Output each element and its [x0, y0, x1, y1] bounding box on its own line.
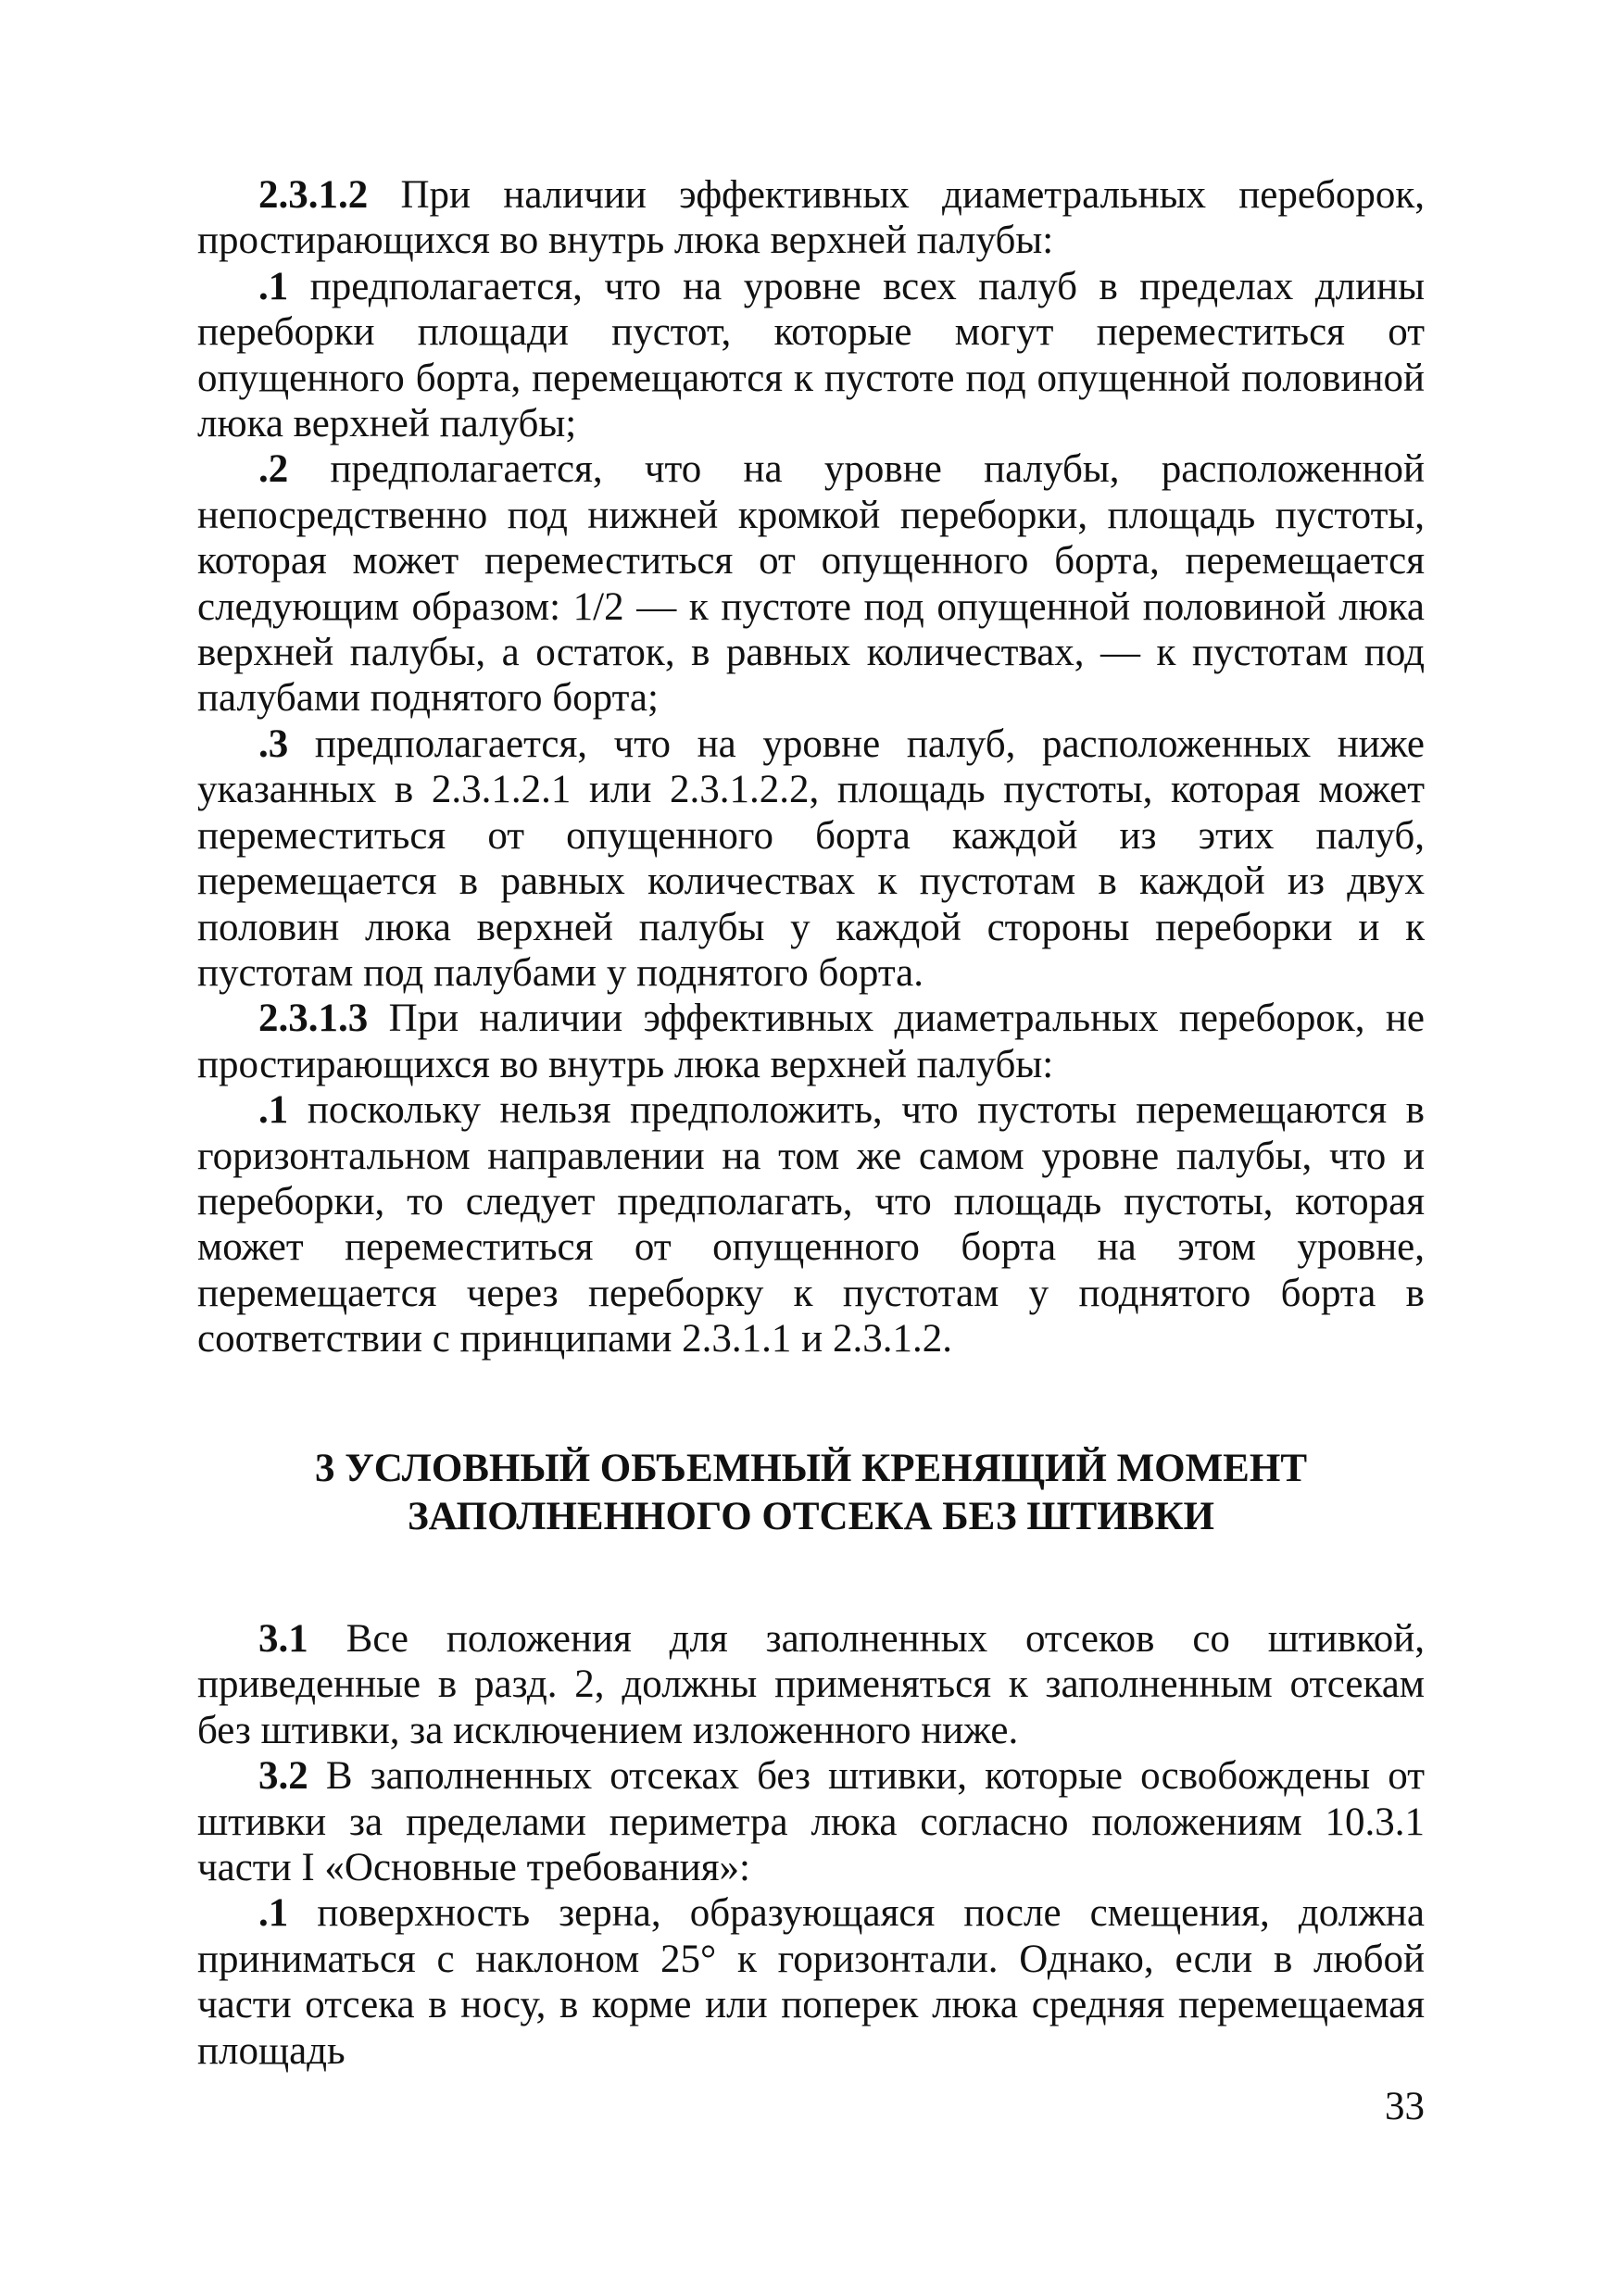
paragraph-text: поверхность зерна, образующаяся после смещения, должна приниматься с наклоном 25° к горизонтали. Однако, если в любой части отсека в носу, в корме или поперек люка средняя перемещаемая площадь — [197, 1891, 1425, 2073]
clause-number: .3 — [258, 721, 289, 766]
clause-number: .2 — [258, 447, 289, 492]
section-2-body — [197, 172, 1425, 1362]
clause-number: .1 — [258, 264, 289, 308]
page-number: 33 — [1385, 2085, 1425, 2128]
paragraph-text: При наличии эффективных диаметральных переборок, не простирающихся во внутрь люка верхней палубы: — [197, 997, 1425, 1086]
paragraph-text: При наличии эффективных диаметральных переборок, простирающихся во внутрь люка верхней палубы: — [197, 173, 1425, 263]
paragraph-3-1 — [197, 1616, 1425, 1753]
paragraph-3-2 — [197, 1753, 1425, 1890]
clause-number: 3.1 — [258, 1617, 308, 1661]
paragraph-3-2-1 — [197, 1890, 1425, 2074]
paragraph-text: Все положения для заполненных отсеков со штивкой, приведенные в разд. 2, должны применяться к заполненным отсекам без штивки, за исключением изложенного ниже. — [197, 1617, 1425, 1752]
clause-number: 3.2 — [258, 1754, 308, 1799]
paragraph-2-3-1-2-3 — [197, 721, 1425, 996]
section-3-body — [197, 1616, 1425, 2074]
paragraph-text: предполагается, что на уровне всех палуб в пределах длины переборки площади пустот, которые могут переместиться от опущенного борта, перемещаются к пустоте под опущенной половиной люка верхней палубы; — [197, 264, 1425, 446]
clause-number: .1 — [258, 1088, 289, 1133]
clause-number: 2.3.1.3 — [258, 997, 369, 1041]
paragraph-text: предполагается, что на уровне палуб, расположенных ниже указанных в 2.3.1.2.1 или 2.3.1.2.2, площадь пустоты, которая может переместиться от опущенного борта каждой из этих палуб, перемещается в равных количествах к пустотам в каждой из двух половин люка верхней палубы у каждой стороны переборки и к пустотам под палубами у поднятого борта. — [197, 721, 1425, 995]
paragraph-text: В заполненных отсеках без штивки, которые освобождены от штивки за пределами периметра люка согласно положениям 10.3.1 части I «Основные требования»: — [197, 1754, 1425, 1890]
paragraph-2-3-1-3 — [197, 996, 1425, 1087]
section-3-heading-line-2: ЗАПОЛНЕННОГО ОТСЕКА БЕЗ ШТИВКИ — [407, 1495, 1214, 1538]
paragraph-2-3-1-2 — [197, 172, 1425, 264]
paragraph-text: поскольку нельзя предположить, что пустоты перемещаются в горизонтальном направлении на том же самом уровне палубы, что и переборки, то следует предполагать, что площадь пустоты, которая может переместиться от опущенного борта на этом уровне, перемещается через переборку к пустотам у поднятого борта в соответствии с принципами 2.3.1.1 и 2.3.1.2. — [197, 1088, 1425, 1361]
paragraph-2-3-1-2-2 — [197, 446, 1425, 721]
paragraph-2-3-1-2-1 — [197, 264, 1425, 447]
section-3-heading — [197, 1445, 1425, 1541]
paragraph-2-3-1-3-1 — [197, 1087, 1425, 1361]
clause-number: .1 — [258, 1891, 289, 1936]
paragraph-text: предполагается, что на уровне палубы, расположенной непосредственно под нижней кромкой переборки, площадь пустоты, которая может переместиться от опущенного борта, перемещается следующим образом: 1/2 — к пустоте под опущенной половиной люка верхней палубы, а остаток, в равных количествах, — к пустотам под палубами поднятого борта; — [197, 447, 1425, 721]
section-3-heading-line-1: 3 УСЛОВНЫЙ ОБЪЕМНЫЙ КРЕНЯЩИЙ МОМЕНТ — [314, 1447, 1307, 1490]
clause-number: 2.3.1.2 — [258, 173, 369, 217]
